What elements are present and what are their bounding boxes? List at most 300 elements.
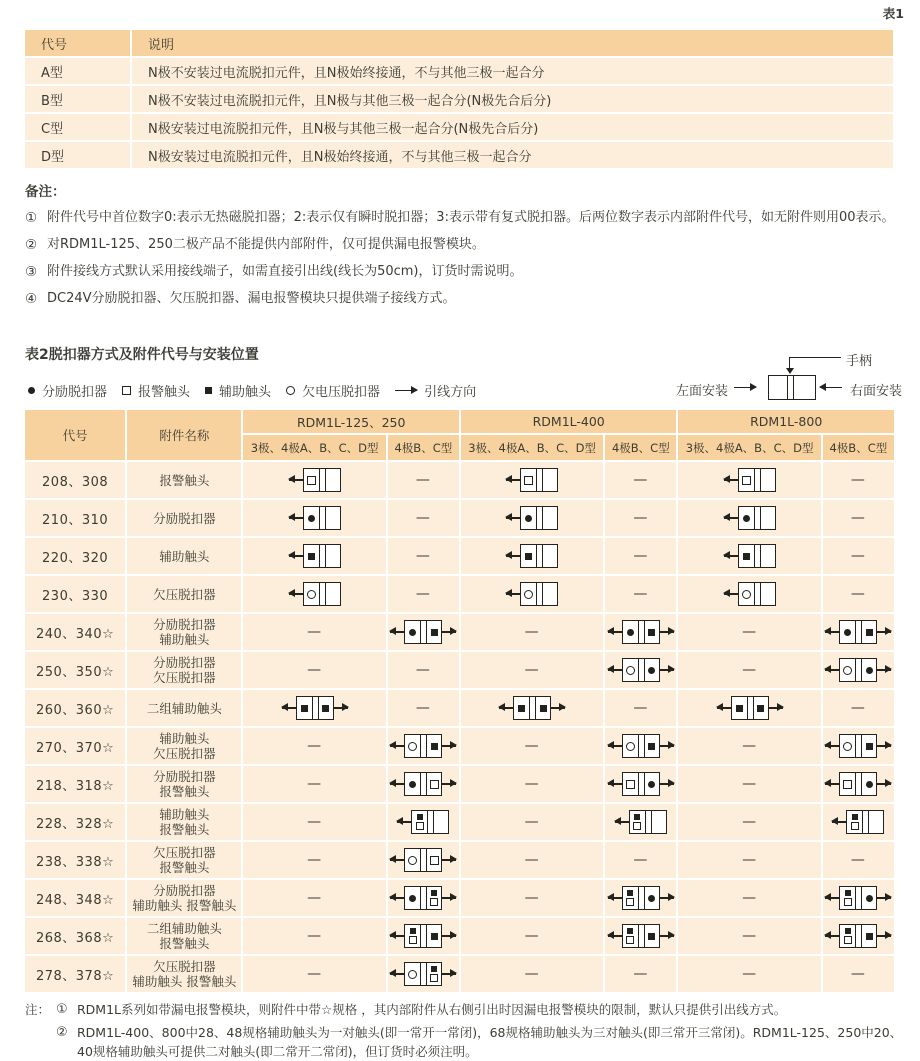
aux-contact-symbol: [301, 705, 308, 712]
breaker-box: [622, 886, 660, 910]
accessory-name: 辅助触头 欠压脱扣器: [127, 728, 241, 764]
shunt-release-symbol: [648, 667, 655, 674]
aux-alarm-stacked-symbol: [430, 966, 438, 982]
not-available-dash: —: [742, 814, 758, 830]
mount-position-cell: [461, 614, 603, 650]
left-lead-arrow-icon: [390, 969, 404, 980]
aux-alarm-stacked-symbol: [416, 814, 424, 830]
right-lead-arrow-icon: [442, 969, 456, 980]
right-compartment: [427, 773, 441, 795]
shunt-release-symbol: [409, 629, 416, 636]
left-compartment: [739, 469, 755, 491]
aux-contact-symbol: [866, 629, 873, 636]
breaker-box: [303, 544, 341, 568]
left-lead-arrow-icon: [390, 779, 404, 790]
left-compartment: [623, 887, 639, 909]
left-compartment: [840, 621, 856, 643]
not-available-dash: —: [524, 928, 540, 944]
left-lead-arrow-icon: [289, 513, 303, 524]
remark-number: ①: [25, 210, 38, 226]
legend-item: [395, 381, 476, 400]
left-compartment: [521, 469, 537, 491]
not-available-dash: —: [633, 700, 649, 716]
aux-alarm-stacked-symbol: [844, 928, 852, 944]
right-compartment: [652, 811, 666, 833]
aux-contact-symbol: [322, 705, 329, 712]
position-diagram: [615, 810, 667, 834]
type-code: C型: [25, 114, 130, 140]
legend-label: 辅助触头: [219, 385, 272, 400]
not-available-dash: —: [307, 738, 323, 754]
mount-position-cell: [243, 652, 385, 688]
position-diagram: [506, 506, 558, 530]
accessory-code: 210、310: [25, 500, 125, 536]
mount-position-cell: [678, 690, 820, 726]
aux-contact-symbol: [417, 814, 423, 820]
left-lead-arrow-icon: [615, 817, 629, 828]
not-available-dash: —: [415, 472, 431, 488]
undervoltage-release-symbol: [408, 742, 417, 751]
aux-contact-symbol: [627, 890, 633, 896]
right-compartment: [645, 735, 659, 757]
shunt-release-symbol: [866, 895, 873, 902]
undervoltage-release-symbol: [843, 742, 852, 751]
not-available-dash: —: [307, 662, 323, 678]
mount-position-cell: [605, 766, 676, 802]
left-compartment: [521, 583, 537, 605]
position-diagram: [282, 696, 348, 720]
right-compartment: [869, 811, 883, 833]
accessory-name: 二组辅助触头 报警触头: [127, 918, 241, 954]
type-description: N极不安装过电流脱扣元件，且N极始终接通，不与其他三极一起合分: [132, 58, 893, 84]
mount-position-cell: [678, 614, 820, 650]
shunt-release-symbol: [627, 629, 634, 636]
mount-position-cell: [243, 728, 385, 764]
not-available-dash: —: [415, 548, 431, 564]
mount-position-cell: [243, 538, 385, 574]
shunt-release-symbol: [28, 387, 35, 394]
undervoltage-release-symbol: [524, 590, 533, 599]
position-diagram: [390, 962, 456, 986]
mount-position-cell: [388, 918, 459, 954]
left-compartment: [623, 735, 639, 757]
right-compartment: [543, 545, 557, 567]
remark-number: ③: [25, 264, 38, 280]
accessory-name: 二组辅助触头: [127, 690, 241, 726]
breaker-box: [839, 886, 877, 910]
not-available-dash: —: [742, 662, 758, 678]
right-lead-arrow-icon: [660, 893, 674, 904]
alarm-contact-symbol: [430, 974, 438, 982]
breaker-box: [738, 582, 776, 606]
remark-text: DC24V分励脱扣器、欠压脱扣器、漏电报警模块只提供端子接线方式。: [47, 291, 456, 306]
mount-position-cell: [388, 652, 459, 688]
mount-position-cell: [388, 614, 459, 650]
left-lead-arrow-icon: [608, 931, 622, 942]
breaker-box: [846, 810, 884, 834]
right-lead-arrow-icon: [660, 741, 674, 752]
not-available-dash: —: [633, 472, 649, 488]
left-compartment: [405, 773, 421, 795]
breaker-box: [629, 810, 667, 834]
right-compartment: [543, 469, 557, 491]
right-compartment: [862, 621, 876, 643]
type-description: N极不安装过电流脱扣元件，且N极与其他三极一起合分(N极先合后分): [132, 86, 893, 112]
mount-position-cell: [605, 918, 676, 954]
breaker-box: [731, 696, 769, 720]
position-diagram: [724, 544, 776, 568]
subheader-4p-bc: 4极B、C型: [605, 435, 676, 460]
left-lead-arrow-icon: [608, 741, 622, 752]
accessory-code: 218、318☆: [25, 766, 125, 802]
mount-position-cell: [678, 462, 820, 498]
shunt-release-symbol: [308, 515, 315, 522]
mount-position-cell: [243, 880, 385, 916]
position-diagram: [832, 810, 884, 834]
table2-row: [25, 500, 894, 536]
left-compartment: [514, 697, 530, 719]
right-compartment: [645, 621, 659, 643]
mount-position-cell: [243, 614, 385, 650]
shunt-release-symbol: [409, 781, 416, 788]
not-available-dash: —: [742, 852, 758, 868]
undervoltage-release-symbol: [742, 590, 751, 599]
alarm-contact-symbol: [843, 780, 852, 789]
footnote-item: [25, 1023, 907, 1061]
table2-row: [25, 690, 894, 726]
table2-row: [25, 614, 894, 650]
alarm-contact-symbol: [844, 898, 852, 906]
mount-position-cell: [678, 652, 820, 688]
breaker-box: [520, 506, 558, 530]
aux-alarm-stacked-symbol: [409, 928, 417, 944]
left-lead-arrow-icon: [506, 589, 520, 600]
left-lead-arrow-icon: [289, 551, 303, 562]
breaker-outline: [768, 375, 816, 400]
left-compartment: [623, 925, 639, 947]
not-available-dash: —: [633, 966, 649, 982]
right-compartment: [543, 507, 557, 529]
left-lead-arrow-icon: [832, 817, 846, 828]
table2-group-header-row: [25, 410, 894, 433]
legend-label: 欠电压脱扣器: [302, 385, 381, 400]
left-compartment: [630, 811, 646, 833]
breaker-box: [404, 886, 442, 910]
mount-position-cell: [243, 842, 385, 878]
aux-alarm-stacked-symbol: [851, 814, 859, 830]
accessory-code: 248、348☆: [25, 880, 125, 916]
right-lead-arrow-icon: [660, 931, 674, 942]
legend-item: [286, 381, 380, 400]
aux-contact-symbol: [431, 743, 438, 750]
not-available-dash: —: [524, 890, 540, 906]
left-compartment: [739, 507, 755, 529]
position-diagram: [825, 734, 891, 758]
left-lead-arrow-icon: [608, 779, 622, 790]
right-compartment: [761, 507, 775, 529]
legend-label: 报警触头: [138, 385, 191, 400]
undervoltage-release-symbol: [408, 856, 417, 865]
mount-position-cell: [823, 538, 894, 574]
aux-contact-symbol: [648, 629, 655, 636]
left-lead-arrow-icon: [506, 475, 520, 486]
mount-position-cell: [388, 576, 459, 612]
mount-position-cell: [678, 728, 820, 764]
position-diagram: [289, 544, 341, 568]
alarm-contact-symbol: [851, 822, 859, 830]
aux-contact-symbol: [845, 890, 851, 896]
alarm-contact-symbol: [430, 898, 438, 906]
table2-row: [25, 462, 894, 498]
mount-position-cell: [243, 462, 385, 498]
alarm-contact-symbol: [844, 936, 852, 944]
handle-pointer-line: [789, 357, 841, 368]
subheader-3p4p-abcd: 3极、4极A、B、C、D型: [461, 435, 603, 460]
position-diagram: [506, 544, 558, 568]
right-compartment: [754, 697, 768, 719]
right-compartment: [319, 697, 333, 719]
mount-position-cell: [461, 766, 603, 802]
mount-position-cell: [605, 462, 676, 498]
breaker-box: [296, 696, 334, 720]
breaker-box: [738, 468, 776, 492]
breaker-box: [520, 468, 558, 492]
accessory-name: 分励脱扣器 辅助触头: [127, 614, 241, 650]
table2-row: [25, 576, 894, 612]
accessory-name: 报警触头: [127, 462, 241, 498]
right-lead-arrow-icon: [551, 703, 565, 714]
left-lead-arrow-icon: [390, 627, 404, 638]
left-lead-arrow-icon: [724, 589, 738, 600]
mount-position-cell: [678, 538, 820, 574]
not-available-dash: —: [415, 700, 431, 716]
table2-title: 表2脱扣器方式及附件代号与安装位置: [25, 347, 259, 363]
position-diagram: [289, 468, 341, 492]
right-compartment: [862, 659, 876, 681]
mount-position-cell: [605, 652, 676, 688]
mount-position-cell: [388, 804, 459, 840]
position-diagram: [608, 772, 674, 796]
not-available-dash: —: [850, 966, 866, 982]
aux-alarm-stacked-symbol: [430, 890, 438, 906]
aux-contact-symbol: [648, 933, 655, 940]
alarm-contact-symbol: [307, 476, 316, 485]
handle-label: 手柄: [846, 354, 873, 369]
left-compartment: [304, 469, 320, 491]
footnotes-section: [25, 1000, 907, 1061]
position-diagram: [289, 506, 341, 530]
aux-contact-symbol: [431, 933, 438, 940]
aux-contact-symbol: [866, 933, 873, 940]
left-compartment: [840, 925, 856, 947]
left-lead-arrow-icon: [724, 475, 738, 486]
accessory-name: 辅助触头: [127, 538, 241, 574]
right-lead-arrow-icon: [334, 703, 348, 714]
not-available-dash: —: [307, 814, 323, 830]
alarm-contact-symbol: [626, 898, 634, 906]
right-compartment: [645, 773, 659, 795]
mount-position-cell: [461, 690, 603, 726]
remark-text: 对RDM1L-125、250二极产品不能提供内部附件，仅可提供漏电报警模块。: [47, 237, 485, 252]
mount-position-cell: [243, 500, 385, 536]
position-diagram: [724, 506, 776, 530]
left-compartment: [739, 583, 755, 605]
aux-contact-symbol: [308, 553, 315, 560]
left-mount-arrow-icon: [734, 382, 756, 393]
not-available-dash: —: [742, 624, 758, 640]
mount-position-cell: [461, 956, 603, 992]
accessory-name: 分励脱扣器 欠压脱扣器: [127, 652, 241, 688]
table1-row: [25, 142, 893, 168]
aux-contact-symbol: [431, 890, 437, 896]
alarm-contact-symbol: [633, 822, 641, 830]
not-available-dash: —: [850, 510, 866, 526]
left-lead-arrow-icon: [397, 817, 411, 828]
left-lead-arrow-icon: [608, 627, 622, 638]
left-lead-arrow-icon: [825, 931, 839, 942]
table1-row: [25, 86, 893, 112]
breaker-box: [411, 810, 449, 834]
position-diagram: [724, 468, 776, 492]
right-compartment: [434, 811, 448, 833]
mount-position-cell: [823, 576, 894, 612]
left-compartment: [521, 545, 537, 567]
not-available-dash: —: [524, 662, 540, 678]
type-code: A型: [25, 58, 130, 84]
alarm-contact-symbol: [122, 386, 131, 395]
subheader-3p4p-abcd: 3极、4极A、B、C、D型: [243, 435, 385, 460]
legend-item: [205, 381, 271, 400]
remark-number: ④: [25, 291, 38, 307]
aux-alarm-stacked-symbol: [633, 814, 641, 830]
breaker-box: [303, 506, 341, 530]
mount-position-cell: [461, 462, 603, 498]
accessory-code: 220、320: [25, 538, 125, 574]
table2-row: [25, 880, 894, 916]
accessory-name: 欠压脱扣器: [127, 576, 241, 612]
aux-contact-symbol: [866, 743, 873, 750]
left-lead-arrow-icon: [390, 893, 404, 904]
right-lead-arrow-icon: [442, 931, 456, 942]
right-lead-arrow-icon: [769, 703, 783, 714]
position-diagram: [825, 886, 891, 910]
shunt-release-symbol: [648, 895, 655, 902]
right-mount-arrow-icon: [820, 382, 842, 393]
left-compartment: [623, 659, 639, 681]
right-compartment: [536, 697, 550, 719]
mount-position-cell: [461, 538, 603, 574]
right-compartment: [862, 773, 876, 795]
description-column-header: 说明: [132, 30, 893, 56]
left-compartment: [304, 507, 320, 529]
mount-position-cell: [605, 690, 676, 726]
mount-position-cell: [461, 500, 603, 536]
undervoltage-release-symbol: [408, 970, 417, 979]
undervoltage-release-symbol: [286, 386, 295, 395]
left-compartment: [405, 963, 421, 985]
table2-row: [25, 538, 894, 574]
left-compartment: [304, 545, 320, 567]
left-compartment: [297, 697, 313, 719]
position-diagram: [499, 696, 565, 720]
mount-position-cell: [243, 918, 385, 954]
position-diagram: [825, 772, 891, 796]
accessory-name: 分励脱扣器 辅助触头 报警触头: [127, 880, 241, 916]
table2-row: [25, 728, 894, 764]
mount-position-cell: [605, 842, 676, 878]
right-compartment: [427, 925, 441, 947]
remark-number: ②: [25, 237, 38, 253]
remark-text: 附件代号中首位数字0:表示无热磁脱扣器；2:表示仅有瞬时脱扣器；3:表示带有复式脱扣器。后两位数字表示内部附件代号，如无附件则用00表示。: [47, 210, 895, 225]
alarm-contact-symbol: [524, 476, 533, 485]
accessory-name: 分励脱扣器: [127, 500, 241, 536]
right-lead-arrow-icon: [877, 665, 891, 676]
not-available-dash: —: [742, 776, 758, 792]
left-compartment: [840, 659, 856, 681]
not-available-dash: —: [524, 624, 540, 640]
mount-position-cell: [678, 804, 820, 840]
aux-contact-symbol: [431, 966, 437, 972]
not-available-dash: —: [524, 814, 540, 830]
mount-position-cell: [823, 690, 894, 726]
not-available-dash: —: [742, 928, 758, 944]
mount-position-cell: [605, 614, 676, 650]
undervoltage-release-symbol: [307, 590, 316, 599]
shunt-release-symbol: [844, 629, 851, 636]
shunt-release-symbol: [525, 515, 532, 522]
breaker-box: [622, 620, 660, 644]
shunt-release-symbol: [743, 515, 750, 522]
breaker-box: [622, 658, 660, 682]
table1-header-row: [25, 30, 893, 56]
remark-item: [25, 262, 903, 282]
accessory-code: 238、338☆: [25, 842, 125, 878]
accessory-code: 278、378☆: [25, 956, 125, 992]
type-code: B型: [25, 86, 130, 112]
aux-contact-symbol: [540, 705, 547, 712]
mount-position-cell: [823, 804, 894, 840]
not-available-dash: —: [742, 890, 758, 906]
table2: [23, 408, 896, 994]
breaker-box: [404, 734, 442, 758]
mount-position-cell: [823, 462, 894, 498]
mount-position-cell: [605, 956, 676, 992]
alarm-contact-symbol: [409, 936, 417, 944]
mount-position-cell: [388, 500, 459, 536]
left-lead-arrow-icon: [390, 931, 404, 942]
mount-position-cell: [388, 842, 459, 878]
right-lead-arrow-icon: [442, 741, 456, 752]
left-compartment: [412, 811, 428, 833]
left-lead-arrow-icon: [506, 513, 520, 524]
not-available-dash: —: [633, 586, 649, 602]
legend-label: 分励脱扣器: [42, 385, 108, 400]
left-compartment: [405, 621, 421, 643]
right-mount-label: 右面安装: [850, 384, 903, 399]
position-diagram: [289, 582, 341, 606]
symbol-legend: [28, 381, 476, 400]
left-compartment: [840, 887, 856, 909]
left-lead-arrow-icon: [390, 741, 404, 752]
left-compartment: [405, 925, 421, 947]
breaker-box: [404, 924, 442, 948]
left-compartment: [405, 735, 421, 757]
left-lead-arrow-icon: [608, 893, 622, 904]
left-lead-arrow-icon: [825, 779, 839, 790]
aux-contact-symbol: [518, 705, 525, 712]
breaker-box: [839, 658, 877, 682]
aux-contact-symbol: [845, 928, 851, 934]
